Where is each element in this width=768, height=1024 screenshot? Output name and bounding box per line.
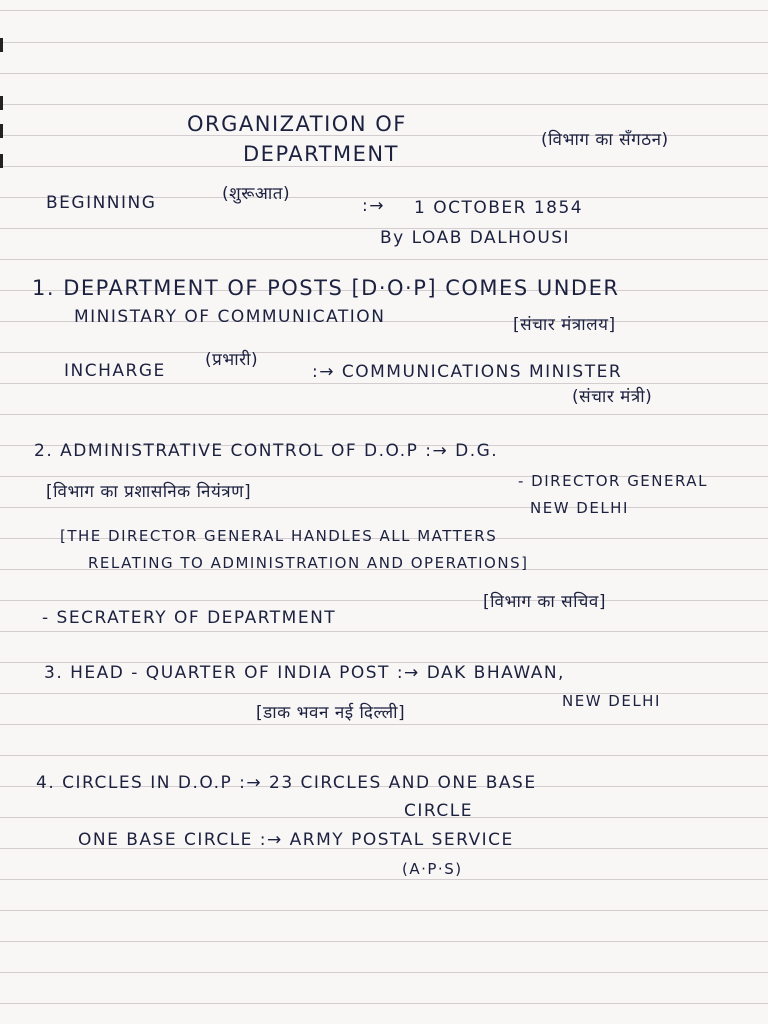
item-2-note-line-2: RELATING TO ADMINISTRATION AND OPERATIONS] xyxy=(88,554,529,572)
page-edge-mark xyxy=(0,154,3,168)
page-edge-mark xyxy=(0,38,3,52)
item-4-line-1: 4. CIRCLES IN D.O.P :→ 23 CIRCLES AND ONE BASE xyxy=(36,773,537,793)
incharge-label: INCHARGE xyxy=(64,361,166,381)
incharge-value-hindi: (संचार मंत्री) xyxy=(572,387,653,407)
item-2-line-1: 2. ADMINISTRATIVE CONTROL OF D.O.P :→ D.G. xyxy=(34,441,499,461)
page-edge-mark xyxy=(0,124,3,138)
incharge-value: :→ COMMUNICATIONS MINISTER xyxy=(312,362,623,382)
beginning-arrow: :→ xyxy=(362,196,385,216)
title-line-1: ORGANIZATION OF xyxy=(187,112,407,136)
beginning-label: BEGINNING xyxy=(46,193,157,213)
item-4-line-2: CIRCLE xyxy=(404,801,473,821)
item-1-line-1: 1. DEPARTMENT OF POSTS [D·O·P] COMES UNDER xyxy=(32,276,620,300)
item-4-line-4: (A·P·S) xyxy=(402,860,463,878)
item-3-line-1: 3. HEAD - QUARTER OF INDIA POST :→ DAK BHAWAN, xyxy=(44,663,565,683)
item-1-hindi: [संचार मंत्रालय] xyxy=(513,315,616,335)
title-hindi: (विभाग का सँगठन) xyxy=(541,130,669,150)
beginning-date: 1 OCTOBER 1854 xyxy=(414,198,584,218)
item-1-line-2: MINISTARY OF COMMUNICATION xyxy=(74,307,386,327)
beginning-by: By LOAB DALHOUSI xyxy=(380,228,571,248)
item-2-secretary: - SECRATERY OF DEPARTMENT xyxy=(42,608,337,628)
item-2-dg-title: - DIRECTOR GENERAL xyxy=(518,472,708,490)
item-4-line-3: ONE BASE CIRCLE :→ ARMY POSTAL SERVICE xyxy=(78,830,514,850)
item-3-line-2: NEW DELHI xyxy=(562,692,661,710)
title-line-2: DEPARTMENT xyxy=(243,142,399,166)
page-edge-mark xyxy=(0,96,3,110)
beginning-hindi: (शुरूआत) xyxy=(222,184,291,204)
item-3-hindi: [डाक भवन नई दिल्ली] xyxy=(256,703,406,723)
item-2-hindi: [विभाग का प्रशासनिक नियंत्रण] xyxy=(46,482,252,502)
item-2-note-line-1: [THE DIRECTOR GENERAL HANDLES ALL MATTERS xyxy=(60,527,498,545)
incharge-hindi: (प्रभारी) xyxy=(205,350,259,370)
item-2-dg-place: NEW DELHI xyxy=(530,499,629,517)
item-2-secretary-hindi: [विभाग का सचिव] xyxy=(483,592,606,612)
